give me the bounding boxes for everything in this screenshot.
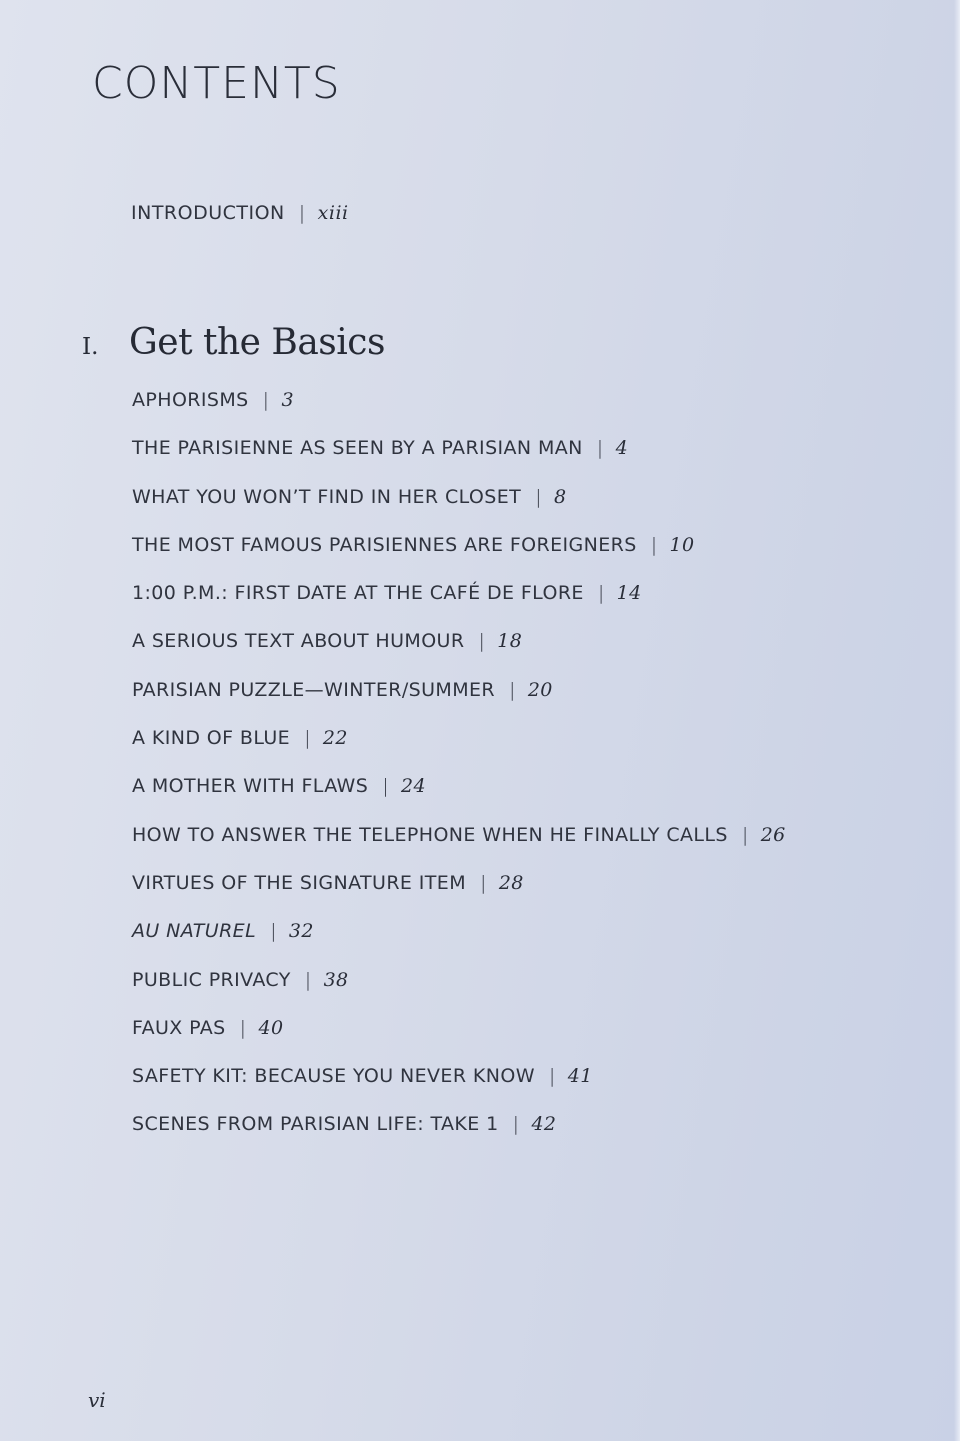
toc-entry-title: WHAT YOU WON’T FIND IN HER CLOSET <box>132 485 522 508</box>
toc-separator: | <box>262 389 270 411</box>
toc-entry-title: FAUX PAS <box>132 1016 226 1039</box>
toc-entry-title: A KIND OF BLUE <box>132 727 291 750</box>
toc-separator: | <box>270 920 277 943</box>
section-title: Get the Basics <box>129 322 385 363</box>
toc-separator: | <box>596 437 604 460</box>
toc-entry[interactable] <box>132 1061 786 1109</box>
toc-entry[interactable] <box>132 916 786 964</box>
toc-entry-page: 28 <box>498 871 524 894</box>
toc-entry-page: 18 <box>497 630 523 653</box>
toc-entry-title: AU NATUREL <box>132 920 257 943</box>
toc-entry-page: xiii <box>317 202 349 224</box>
toc-entry[interactable] <box>132 675 786 723</box>
toc-separator: | <box>478 630 486 653</box>
toc-entry-title: INTRODUCTION <box>131 202 285 224</box>
toc-entry-title: APHORISMS <box>132 389 249 411</box>
toc-separator: | <box>650 533 658 556</box>
toc-entry-page: 14 <box>616 582 642 605</box>
section-number: I. <box>82 334 99 360</box>
page-edge <box>954 0 960 1441</box>
toc-entry-page: 32 <box>288 920 314 943</box>
toc-entry[interactable] <box>132 482 786 530</box>
toc-entry-title: A SERIOUS TEXT ABOUT HUMOUR <box>132 630 465 653</box>
toc-entry-page: 41 <box>567 1065 593 1088</box>
toc-separator: | <box>239 1016 247 1039</box>
toc-separator: | <box>304 727 311 750</box>
page-folio: vi <box>88 1388 106 1412</box>
toc-entry-introduction[interactable] <box>131 202 349 224</box>
toc-entry-page: 42 <box>531 1113 557 1136</box>
page-title: CONTENTS <box>92 58 341 109</box>
toc-separator: | <box>382 775 390 798</box>
toc-entry-title: THE PARISIENNE AS SEEN BY A PARISIAN MAN <box>132 437 583 460</box>
toc-entry-title: SAFETY KIT: BECAUSE YOU NEVER KNOW <box>132 1065 535 1088</box>
toc-entry-page: 38 <box>323 968 349 991</box>
toc-separator: | <box>480 871 487 894</box>
toc-entry[interactable] <box>132 723 786 771</box>
toc-entry-page: 3 <box>281 389 294 411</box>
toc-entry-page: 8 <box>553 485 567 508</box>
toc-entry-page: 20 <box>527 678 553 701</box>
toc-entry-page: 10 <box>669 533 695 556</box>
toc-entry-page: 40 <box>258 1016 284 1039</box>
toc-entry[interactable] <box>132 1013 786 1061</box>
toc-entry-page: 4 <box>615 437 629 460</box>
toc-entry-title: HOW TO ANSWER THE TELEPHONE WHEN HE FINALLY CALLS <box>132 823 728 846</box>
toc-entry[interactable] <box>132 1109 786 1157</box>
toc-entry-title: A MOTHER WITH FLAWS <box>132 775 369 798</box>
toc-entry-title: 1:00 P.M.: FIRST DATE AT THE CAFÉ DE FLORE <box>132 582 584 605</box>
toc-separator: | <box>741 823 749 846</box>
section-heading <box>82 322 385 363</box>
toc-entry-page: 22 <box>322 727 348 750</box>
toc-entry[interactable] <box>132 771 786 819</box>
toc-separator: | <box>548 1065 556 1088</box>
toc-entry[interactable] <box>132 530 786 578</box>
toc-entry-page: 26 <box>760 823 786 846</box>
toc-separator: | <box>509 678 516 701</box>
toc-entry[interactable] <box>132 626 786 674</box>
toc-separator: | <box>304 968 312 991</box>
toc-entry-title: THE MOST FAMOUS PARISIENNES ARE FOREIGNERS <box>132 533 637 556</box>
toc-entry[interactable] <box>132 868 786 916</box>
toc-entry-page: 24 <box>401 775 426 798</box>
toc-entry-title: SCENES FROM PARISIAN LIFE: TAKE 1 <box>132 1113 499 1136</box>
toc-entry-title: PUBLIC PRIVACY <box>132 968 291 991</box>
toc-entry-title: PARISIAN PUZZLE—WINTER/SUMMER <box>132 678 495 701</box>
toc-entry[interactable] <box>132 965 786 1013</box>
toc-separator: | <box>512 1113 520 1136</box>
toc-separator: | <box>298 202 306 224</box>
toc-separator: | <box>597 582 605 605</box>
toc-entry[interactable] <box>132 820 786 868</box>
toc-entry[interactable] <box>132 433 786 481</box>
toc-entry-title: VIRTUES OF THE SIGNATURE ITEM <box>132 871 466 894</box>
toc-entry[interactable] <box>132 385 786 433</box>
toc-list <box>132 385 786 1158</box>
toc-separator: | <box>535 485 542 508</box>
toc-entry[interactable] <box>132 578 786 626</box>
